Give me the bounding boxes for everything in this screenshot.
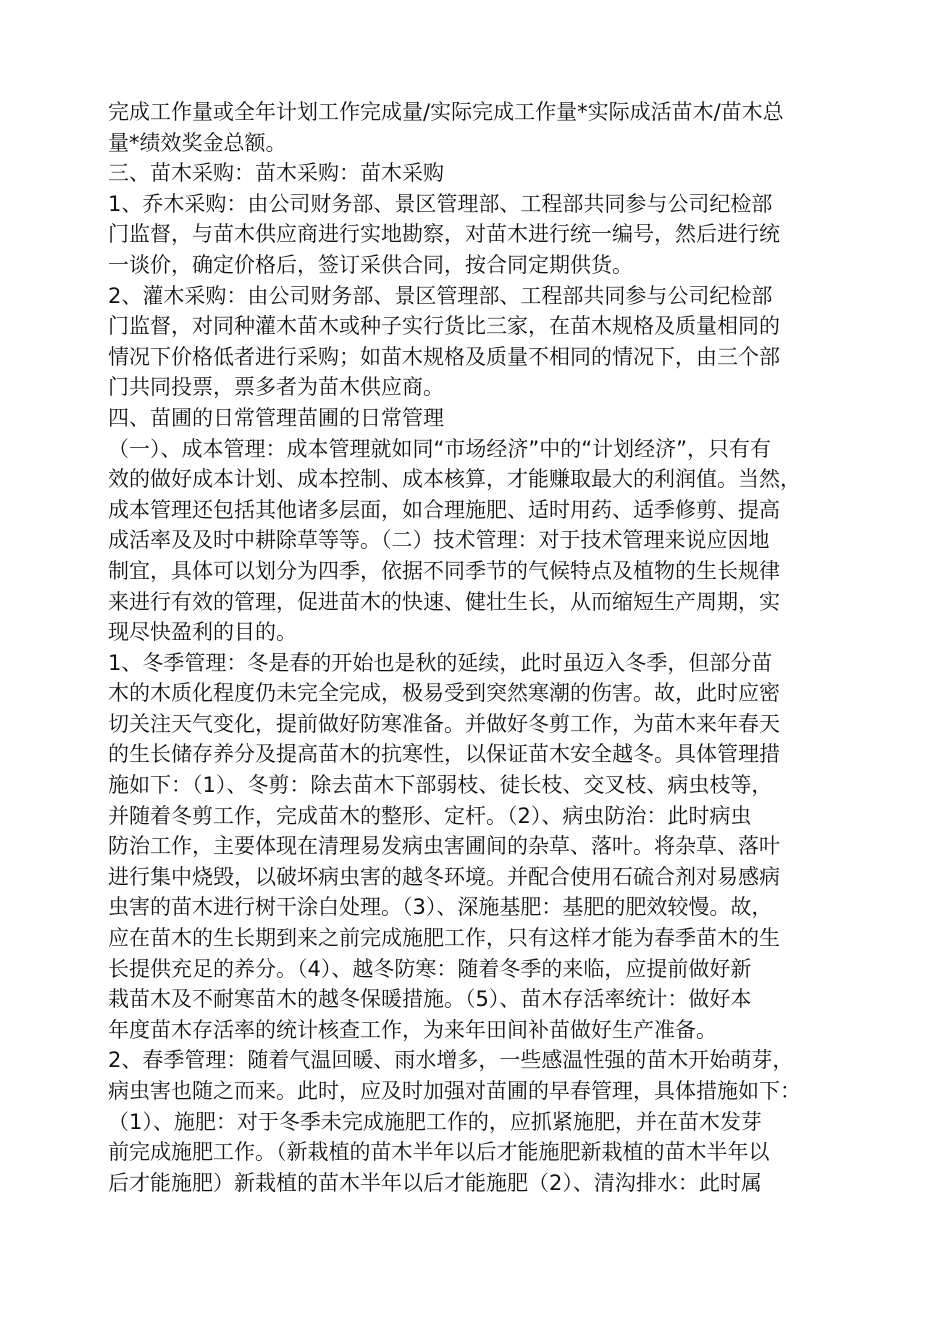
text-line: 施如下：（1）、冬剪：除去苗木下部弱枝、徒长枝、交叉枝、病虫枝等， xyxy=(108,773,773,798)
text-line: 后才能施肥）新栽植的苗木半年以后才能施肥（2）、清沟排水：此时属 xyxy=(108,1170,762,1195)
text-line: 长提供充足的养分。（4）、越冬防寒：随着冬季的来临，应提前做好新 xyxy=(108,956,752,981)
text-line: 来进行有效的管理，促进苗木的快速、健壮生长，从而缩短生产周期，实 xyxy=(108,589,780,614)
text-line: （1）、施肥：对于冬季未完成施肥工作的，应抓紧施肥，并在苗木发芽 xyxy=(108,1109,762,1134)
text-line: 年度苗木存活率的统计核查工作，为来年田间补苗做好生产准备。 xyxy=(108,1017,717,1042)
text-line: 门监督，与苗木供应商进行实地勘察，对苗木进行统一编号，然后进行统 xyxy=(108,222,780,247)
text-line: 1、乔木采购：由公司财务部、景区管理部、工程部共同参与公司纪检部 xyxy=(108,191,773,216)
text-line: 1、冬季管理：冬是春的开始也是秋的延续，此时虽迈入冬季，但部分苗 xyxy=(108,650,773,675)
text-line: 成本管理还包括其他诸多层面，如合理施肥、适时用药、适季修剪、提高 xyxy=(108,497,780,522)
text-line: 病虫害也随之而来。此时，应及时加强对苗圃的早春管理，具体措施如下： xyxy=(108,1079,801,1103)
text-line: 防治工作，主要体现在清理易发病虫害圃间的杂草、落叶。将杂草、落叶 xyxy=(108,834,780,859)
text-line: 门共同投票，票多者为苗木供应商。 xyxy=(108,375,444,400)
text-line: （一）、成本管理：成本管理就如同“市场经济”中的“计划经济”，只有有 xyxy=(108,436,772,461)
text-line: 门监督，对同种灌木苗木或种子实行货比三家，在苗木规格及质量相同的 xyxy=(108,314,780,339)
text-line: 并随着冬剪工作，完成苗木的整形、定杆。（2）、病虫防治：此时病虫 xyxy=(108,803,752,828)
text-line: 木的木质化程度仍未完全完成，极易受到突然寒潮的伤害。故，此时应密 xyxy=(108,681,780,706)
text-line: 成活率及及时中耕除草等等。（二）技术管理：对于技术管理来说应因地 xyxy=(108,528,770,553)
text-line: 现尽快盈利的目的。 xyxy=(108,620,297,645)
text-line: 情况下价格低者进行采购；如苗木规格及质量不相同的情况下，由三个部 xyxy=(108,344,780,369)
text-line: 栽苗木及不耐寒苗木的越冬保暖措施。（5）、苗木存活率统计：做好本 xyxy=(108,987,752,1012)
text-line: 应在苗木的生长期到来之前完成施肥工作，只有这样才能为春季苗木的生 xyxy=(108,926,780,951)
text-line: 量*绩效奖金总额。 xyxy=(108,130,287,155)
text-line: 切关注天气变化，提前做好防寒准备。并做好冬剪工作，为苗木来年春天 xyxy=(108,711,780,736)
text-line: 一谈价，确定价格后，签订采供合同，按合同定期供货。 xyxy=(108,252,633,277)
body-text xyxy=(108,97,868,1198)
text-line: 进行集中烧毁，以破坏病虫害的越冬环境。并配合使用石硫合剂对易感病 xyxy=(108,864,780,889)
section-heading: 三、苗木采购：苗木采购：苗木采购 xyxy=(108,161,444,186)
text-line: 制宜，具体可以划分为四季，依据不同季节的气候特点及植物的生长规律 xyxy=(108,558,780,583)
text-line: 虫害的苗木进行树干涂白处理。（3）、深施基肥：基肥的肥效较慢。故， xyxy=(108,895,773,920)
text-line: 2、春季管理：随着气温回暖、雨水增多，一些感温性强的苗木开始萌芽， xyxy=(108,1048,794,1073)
text-line: 效的做好成本计划、成本控制、成本核算，才能赚取最大的利润值。当然， xyxy=(108,467,801,492)
text-line: 2、灌木采购：由公司财务部、景区管理部、工程部共同参与公司纪检部 xyxy=(108,283,773,308)
text-line: 的生长储存养分及提高苗木的抗寒性，以保证苗木安全越冬。具体管理措 xyxy=(108,742,780,767)
section-heading: 四、苗圃的日常管理苗圃的日常管理 xyxy=(108,405,444,430)
text-line: 前完成施肥工作。（新栽植的苗木半年以后才能施肥新栽植的苗木半年以 xyxy=(108,1140,770,1165)
text-line: 完成工作量或全年计划工作完成量/实际完成工作量*实际成活苗木/苗木总 xyxy=(108,100,784,124)
